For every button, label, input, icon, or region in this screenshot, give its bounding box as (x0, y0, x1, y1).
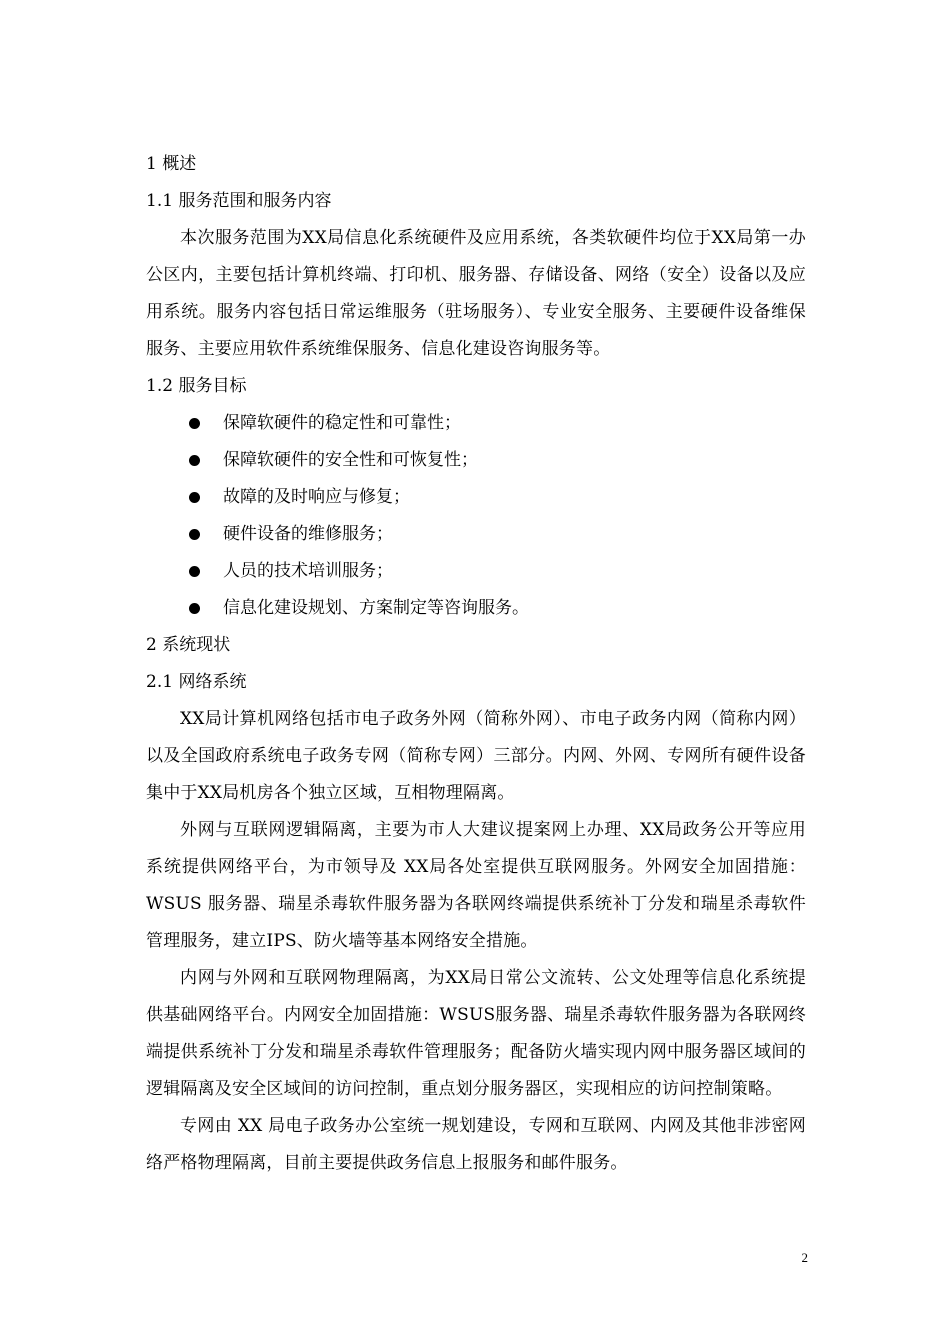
list-item (146, 479, 806, 516)
list-item (146, 516, 806, 553)
list-item (146, 553, 806, 590)
section-2-1-paragraph-4: 专网由 XX 局电子政务办公室统一规划建设，专网和互联网、内网及其他非涉密网络严格物理隔离，目前主要提供政务信息上报服务和邮件服务。 (146, 1116, 806, 1173)
list-item-text: 故障的及时响应与修复； (223, 487, 410, 507)
list-item (146, 590, 806, 627)
list-item-text: 人员的技术培训服务； (223, 561, 393, 581)
section-1-1-paragraph: 本次服务范围为XX局信息化系统硬件及应用系统，各类软硬件均位于XX局第一办公区内，主要包括计算机终端、打印机、服务器、存储设备、网络（安全）设备以及应用系统。服务内容包括日常运维服务（驻场服务）、专业安全服务、主要硬件设备维保服务、主要应用软件系统维保服务、信息化建设咨询服务等。 (146, 228, 806, 359)
list-item-text: 保障软硬件的稳定性和可靠性； (223, 413, 461, 433)
bullet-dot-icon (189, 603, 200, 614)
bullet-dot-icon (189, 418, 200, 429)
section-1-heading: 1 概述 (146, 154, 197, 174)
list-item-text: 硬件设备的维修服务； (223, 524, 393, 544)
page-number: 2 (801, 1250, 808, 1265)
bullet-dot-icon (189, 455, 200, 466)
service-goals-list (146, 405, 806, 627)
bullet-dot-icon (189, 566, 200, 577)
list-item (146, 405, 806, 442)
section-1-1-heading: 1.1 服务范围和服务内容 (146, 191, 332, 211)
section-2-1-heading: 2.1 网络系统 (146, 672, 247, 692)
list-item (146, 442, 806, 479)
section-2-heading: 2 系统现状 (146, 635, 231, 655)
section-2-1-paragraph-2: 外网与互联网逻辑隔离，主要为市人大建议提案网上办理、XX局政务公开等应用系统提供网络平台，为市领导及 XX局各处室提供互联网服务。外网安全加固措施：WSUS 服务器、瑞星杀毒软件服务器为各联网终端提供系统补丁分发和瑞星杀毒软件管理服务，建立IPS、防火墙等基本网络安全措施。 (146, 820, 806, 951)
bullet-dot-icon (189, 492, 200, 503)
bullet-dot-icon (189, 529, 200, 540)
list-item-text: 保障软硬件的安全性和可恢复性； (223, 450, 478, 470)
document-body (146, 146, 806, 1182)
list-item-text: 信息化建设规划、方案制定等咨询服务。 (223, 598, 529, 618)
section-2-1-paragraph-3: 内网与外网和互联网物理隔离，为XX局日常公文流转、公文处理等信息化系统提供基础网络平台。内网安全加固措施：WSUS服务器、瑞星杀毒软件服务器为各联网终端提供系统补丁分发和瑞星杀毒软件管理服务；配备防火墙实现内网中服务器区域间的逻辑隔离及安全区域间的访问控制，重点划分服务器区，实现相应的访问控制策略。 (146, 968, 806, 1099)
section-2-1-paragraph-1: XX局计算机网络包括市电子政务外网（简称外网）、市电子政务内网（简称内网）以及全国政府系统电子政务专网（简称专网）三部分。内网、外网、专网所有硬件设备集中于XX局机房各个独立区域，互相物理隔离。 (146, 709, 806, 803)
section-1-2-heading: 1.2 服务目标 (146, 376, 247, 396)
